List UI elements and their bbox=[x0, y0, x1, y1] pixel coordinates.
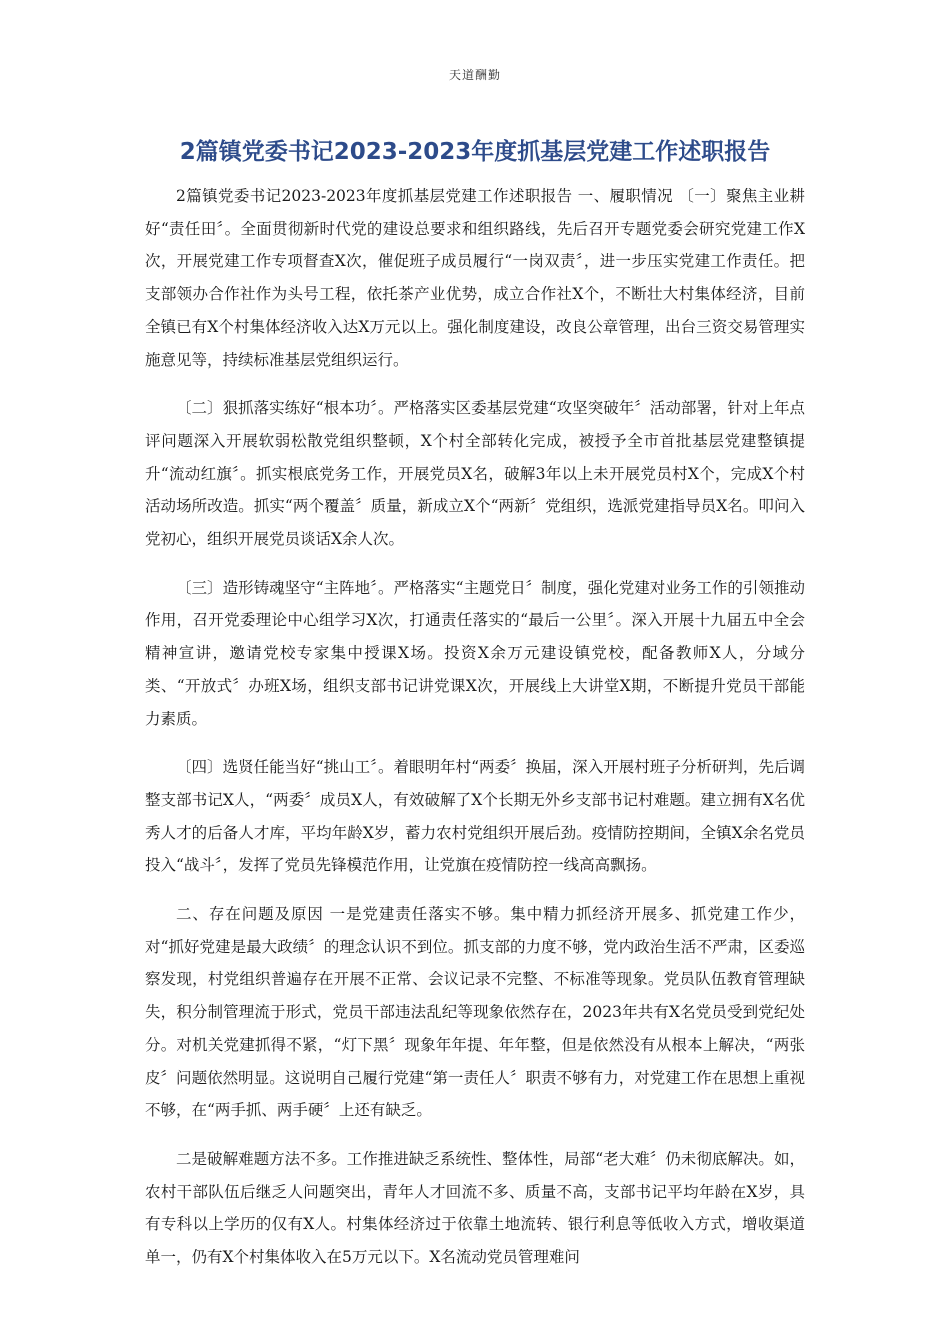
paragraph-talent-selection: 〔四〕选贤任能当好“挑山工〞。着眼明年村“两委〞换届，深入开展村班子分析研判，先后调整支部书记X人，“两委〞成员X人，有效破解了X个长期无外乡支部书记村难题。建立拥有X名优秀人才的后备人才库，平均年龄X岁，蓄力农村党组织开展后劲。疫情防控期间，全镇X余名党员投入“战斗〞，发挥了党员先锋模范作用，让党旗在疫情防控一线高高飘扬。 bbox=[145, 758, 805, 875]
paragraph-performance-intro: 2篇镇党委书记2023-2023年度抓基层党建工作述职报告 一、履职情况 〔一〕聚焦主业耕好“责任田〞。全面贯彻新时代党的建设总要求和组织路线，先后召开专题党委会研究党建工作X次，开展党建工作专项督查X次，催促班子成员履行“一岗双责〞，进一步压实党建工作责任。把支部领办合作社作为头号工程，依托茶产业优势，成立合作社X个，不断壮大村集体经济，目前全镇已有X个村集体经济收入达X万元以上。强化制度建设，改良公章管理，出台三资交易管理实施意见等，持续标准基层党组织运行。 bbox=[145, 187, 805, 369]
document-title: 2篇镇党委书记2023-2023年度抓基层党建工作述职报告 bbox=[179, 139, 771, 165]
document-body bbox=[145, 180, 805, 1290]
site-header: 天道酬勤 bbox=[448, 68, 501, 82]
paragraph-main-front: 〔三〕造形铸魂坚守“主阵地〞。严格落实“主题党日〞制度，强化党建对业务工作的引领推动作用，召开党委理论中心组学习X次，打通责任落实的“最后一公里〞。深入开展十九届五中全会精神宣讲，邀请党校专家集中授课X场。投资X余万元建设镇党校，配备教师X人，分域分类、“开放式〞办班X场，组织支部书记讲党课X次，开展线上大讲堂X期，不断提升党员干部能力素质。 bbox=[145, 578, 805, 728]
paragraph-problems-causes: 二、存在问题及原因 一是党建责任落实不够。集中精力抓经济开展多、抓党建工作少，对“抓好党建是最大政绩〞的理念认识不到位。抓支部的力度不够，党内政治生活不严肃，区委巡察发现，村党组织普遍存在开展不正常、会议记录不完整、不标准等现象。党员队伍教育管理缺失，积分制管理流于形式，党员干部违法乱纪等现象依然存在，2023年共有X名党员受到党纪处分。对机关党建抓得不紧，“灯下黑〞现象年年提、年年整，但是依然没有从根本上解决，“两张皮〞问题依然明显。这说明自己履行党建“第一责任人〞职责不够有力，对党建工作在思想上重视不够，在“两手抓、两手硬〞上还有缺乏。 bbox=[145, 905, 805, 1120]
paragraph-fundamentals: 〔二〕狠抓落实练好“根本功〞。严格落实区委基层党建“攻坚突破年〞活动部署，针对上年点评问题深入开展软弱松散党组织整顿，X个村全部转化完成，被授予全市首批基层党建整镇提升“流动红旗〞。抓实根底党务工作，开展党员X名，破解3年以上未开展党员村X个，完成X个村活动场所改造。抓实“两个覆盖〞质量，新成立X个“两新〞党组织，选派党建指导员X名。叩问入党初心，组织开展党员谈话X余人次。 bbox=[145, 399, 805, 549]
paragraph-problem-solving-methods: 二是破解难题方法不多。工作推进缺乏系统性、整体性，局部“老大难〞仍未彻底解决。如，农村干部队伍后继乏人问题突出，青年人才回流不多、质量不高，支部书记平均年龄在X岁，具有专科以上学历的仅有X人。村集体经济过于依靠土地流转、银行利息等低收入方式，增收渠道单一，仍有X个村集体收入在5万元以下。X名流动党员管理难问 bbox=[145, 1149, 805, 1267]
